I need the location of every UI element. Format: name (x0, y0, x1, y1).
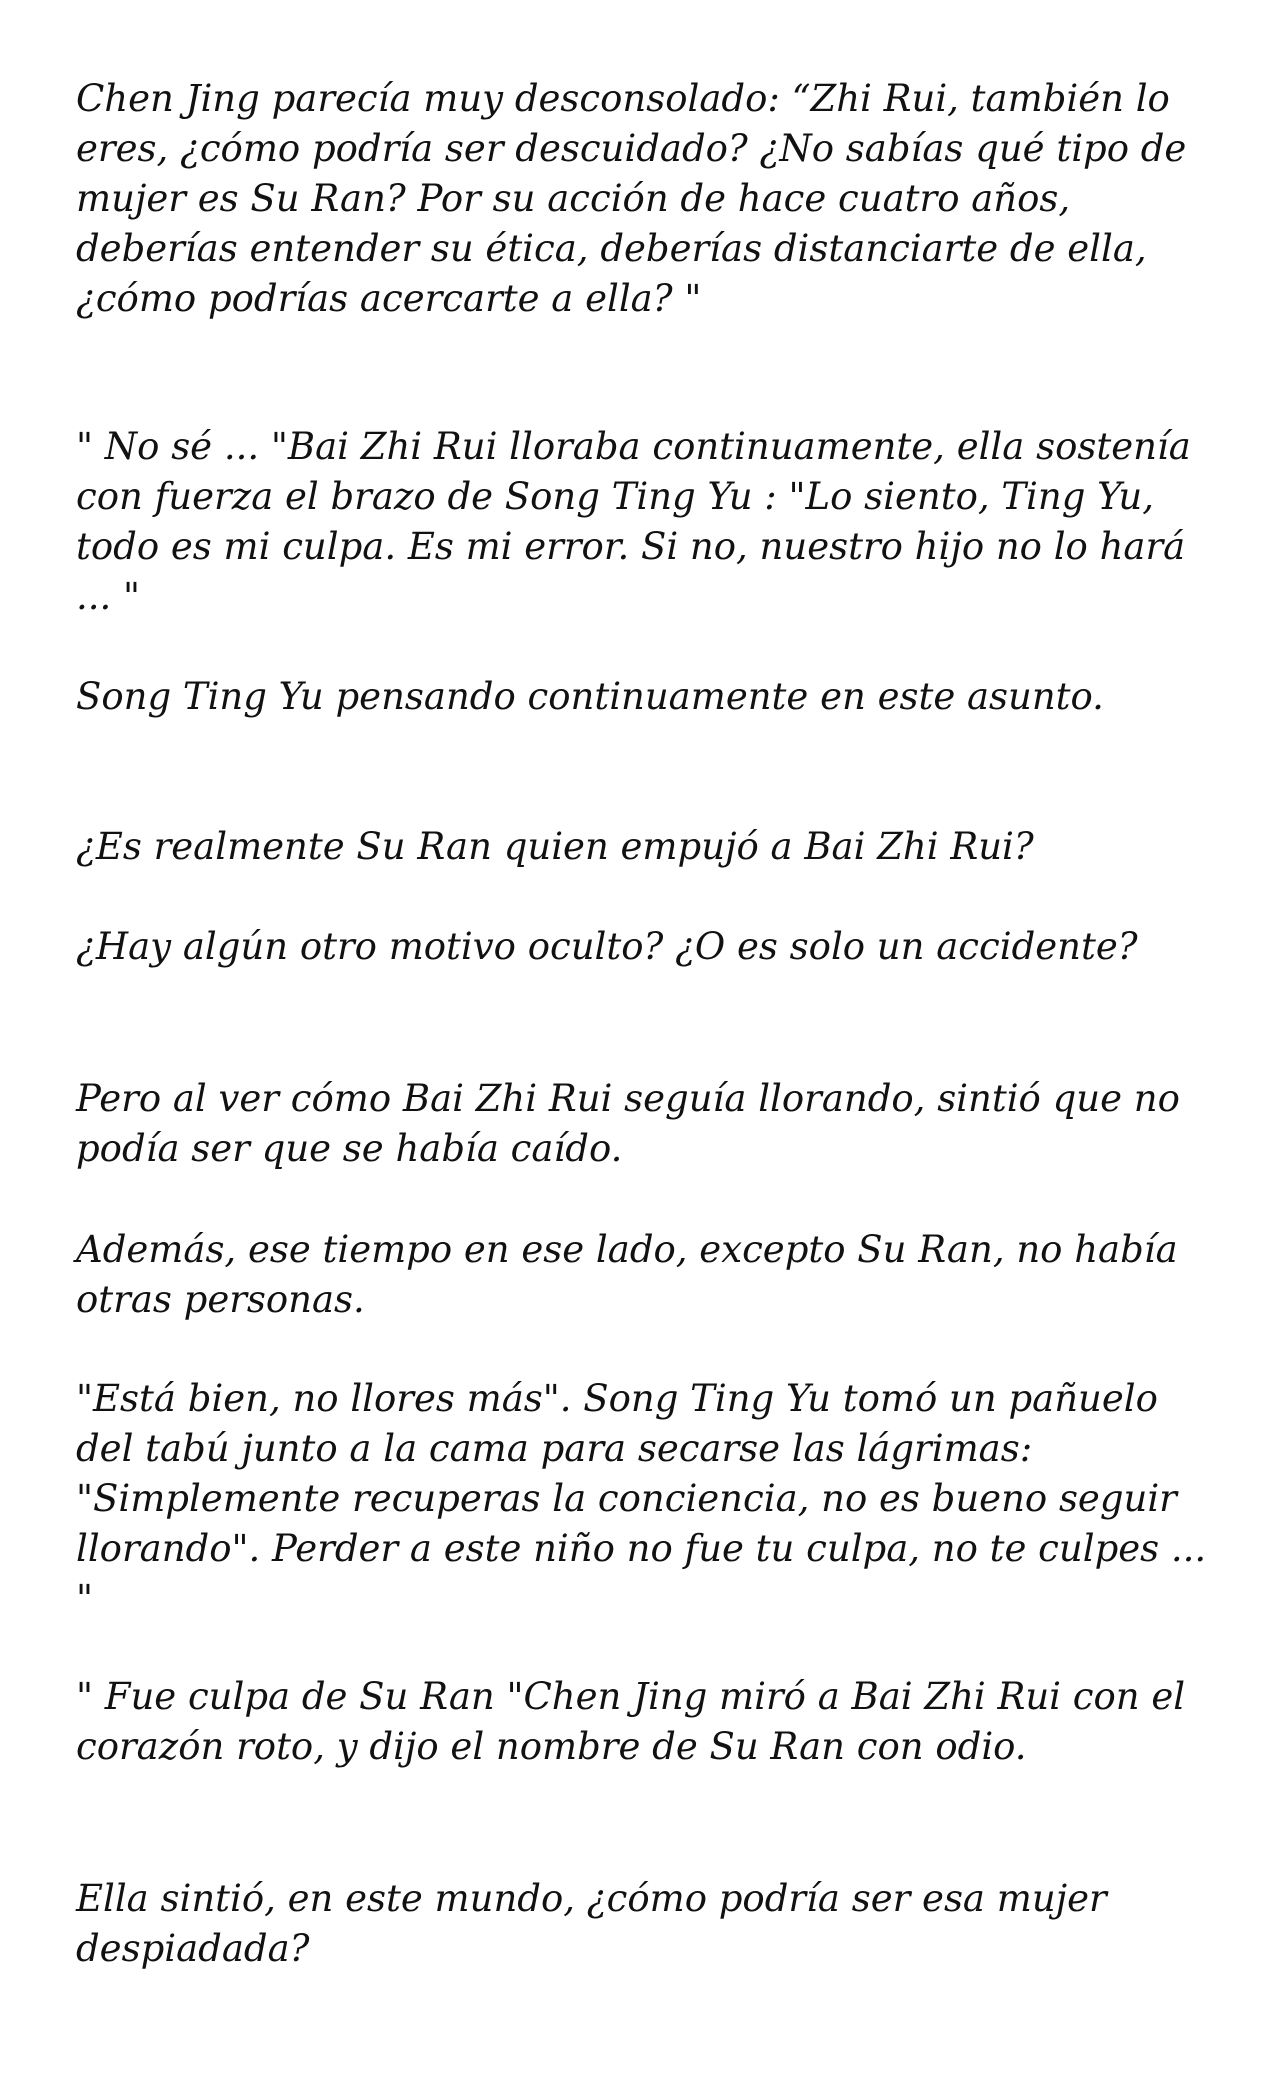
paragraph: Song Ting Yu pensando continuamente en este asunto. (76, 675, 1104, 718)
paragraph: Chen Jing parecía muy desconsolado: “Zhi Rui, también lo eres, ¿cómo podría ser descuidado? ¿No sabías qué tipo de mujer es Su Ran? Por su acción de hace cuatro años, deberías entender su ética, deberías distanciarte de ella, ¿cómo podrías acercarte a ella? " (76, 77, 1187, 320)
paragraph: "Está bien, no llores más". Song Ting Yu tomó un pañuelo del tabú junto a la cama para secarse las lágrimas: "Simplemente recuperas la conciencia, no es bueno seguir llorando". Perder a este niño no fue tu culpa, no te culpes ... " (76, 1377, 1207, 1620)
paragraph: " Fue culpa de Su Ran "Chen Jing miró a Bai Zhi Rui con el corazón roto, y dijo el nombre de Su Ran con odio. (76, 1675, 1186, 1768)
paragraph: Además, ese tiempo en ese lado, excepto Su Ran, no había otras personas. (76, 1228, 1178, 1321)
paragraph: ¿Hay algún otro motivo oculto? ¿O es solo un accidente? (76, 925, 1138, 968)
paragraph: " No sé ... "Bai Zhi Rui lloraba continuamente, ella sostenía con fuerza el brazo de Song Ting Yu : "Lo siento, Ting Yu, todo es mi culpa. Es mi error. Si no, nuestro hijo no lo hará ... " (76, 425, 1191, 618)
paragraph: Pero al ver cómo Bai Zhi Rui seguía llorando, sintió que no podía ser que se había caído. (76, 1077, 1180, 1170)
paragraph: Ella sintió, en este mundo, ¿cómo podría ser esa mujer despiadada? (76, 1877, 1107, 1970)
paragraph: ¿Es realmente Su Ran quien empujó a Bai Zhi Rui? (76, 825, 1034, 868)
